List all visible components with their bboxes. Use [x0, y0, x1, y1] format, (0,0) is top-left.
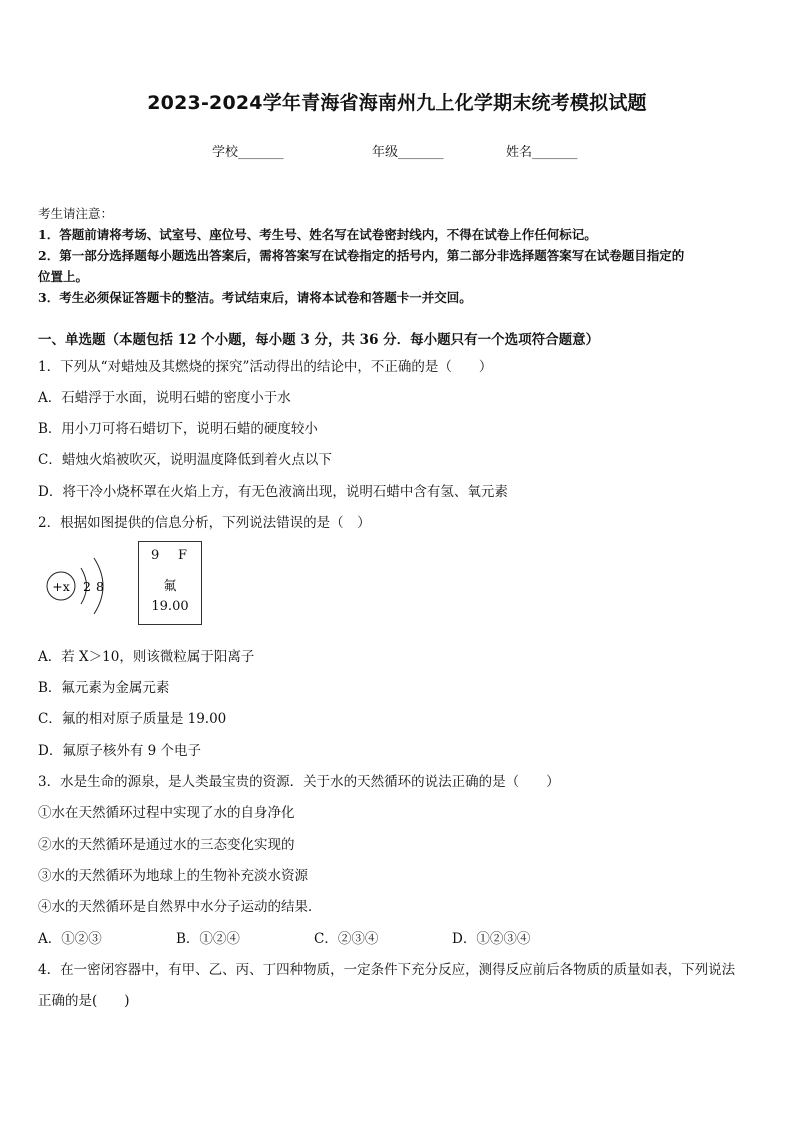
school-field: 学校_______	[212, 145, 284, 160]
element-symbol: F	[177, 548, 187, 563]
nucleus-label: +x	[52, 579, 70, 594]
question-2-option-a: A．若 X＞10，则该微粒属于阳离子	[38, 649, 255, 665]
question-3-statement: ②水的天然循环是通过水的三态变化实现的	[38, 837, 295, 853]
periodic-table-tile	[138, 541, 202, 625]
atomic-mass: 19.00	[151, 599, 189, 614]
question-1-option-c: C．蜡烛火焰被吹灭，说明温度降低到着火点以下	[38, 452, 332, 468]
question-3-option-b: B．①②④	[176, 931, 240, 947]
question-2-option-c: C．氟的相对原子质量是 19.00	[38, 711, 227, 727]
question-3-option-c: C．②③④	[314, 931, 379, 947]
notice-item: 1．答题前请将考场、试室号、座位号、考生号、姓名写在试卷密封线内，不得在试卷上作任何标记。	[38, 227, 597, 242]
question-2-option-d: D．氟原子核外有 9 个电子	[38, 743, 201, 759]
question-1-option-b: B．用小刀可将石蜡切下，说明石蜡的硬度较小	[38, 421, 318, 437]
question-3-option-a: A．①②③	[38, 931, 102, 947]
shell-1-electrons: 2	[83, 579, 91, 594]
shell-2-electrons: 8	[96, 579, 104, 594]
grade-field: 年级_______	[372, 145, 444, 160]
section-heading: 一、单选题（本题包括 12 个小题，每小题 3 分，共 36 分．每小题只有一个选项符合题意）	[38, 332, 600, 348]
notice-heading: 考生请注意：	[38, 206, 114, 221]
notice-item: 3．考生必须保证答题卡的整洁。考试结束后，请将本试卷和答题卡一并交回。	[38, 290, 472, 305]
question-1-stem: 1．下列从“对蜡烛及其燃烧的探究”活动得出的结论中，不正确的是（ ）	[38, 359, 493, 375]
question-3-statement: ①水在天然循环过程中实现了水的自身净化	[38, 805, 295, 821]
question-2-option-b: B．氟元素为金属元素	[38, 680, 170, 696]
question-2-stem: 2．根据如图提供的信息分析，下列说法错误的是（ ）	[38, 515, 371, 531]
question-3-statement: ④水的天然循环是自然界中水分子运动的结果．	[38, 899, 322, 915]
question-1-option-a: A．石蜡浮于水面，说明石蜡的密度小于水	[38, 390, 291, 406]
name-field: 姓名_______	[506, 145, 578, 160]
question-4-stem-continued: 正确的是( )	[38, 993, 130, 1009]
question-3-statement: ③水的天然循环为地球上的生物补充淡水资源	[38, 868, 308, 884]
notice-item: 2．第一部分选择题每小题选出答案后，需将答案写在试卷指定的括号内，第二部分非选择题答案写在试卷题目指定的	[38, 248, 685, 263]
question-1-option-d: D．将干冷小烧杯罩在火焰上方，有无色液滴出现，说明石蜡中含有氢、氧元素	[38, 484, 508, 500]
question-3-stem: 3．水是生命的源泉，是人类最宝贵的资源．关于水的天然循环的说法正确的是（ ）	[38, 774, 560, 790]
question-4-stem: 4．在一密闭容器中，有甲、乙、丙、丁四种物质，一定条件下充分反应，测得反应前后各物质的质量如表，下列说法	[38, 962, 736, 978]
atom-structure-diagram	[44, 548, 124, 624]
atomic-number: 9	[151, 548, 160, 563]
question-3-option-d: D．①②③④	[452, 931, 531, 947]
exam-title: 2023-2024学年青海省海南州九上化学期末统考模拟试题	[147, 92, 647, 114]
element-name: 氟	[163, 579, 177, 594]
notice-item: 位置上。	[38, 269, 89, 284]
